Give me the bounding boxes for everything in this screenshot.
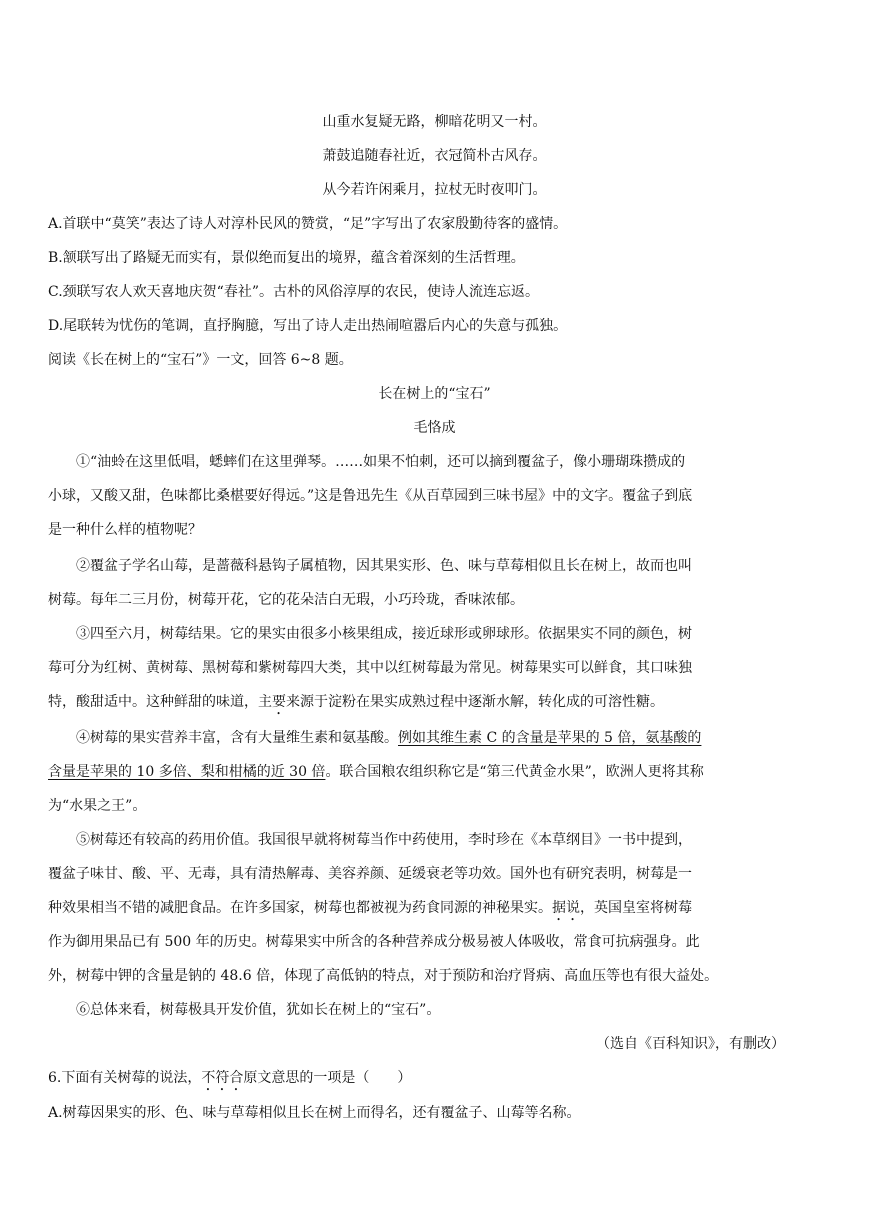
p3-line3-dotted: 要 bbox=[272, 694, 286, 710]
p5-line4: 作为御用果品已有 500 年的历史。树莓果实中所含的各种营养成分极易被人体吸收，常食可抗病强身。此 bbox=[48, 934, 700, 950]
p4-line2-underlined: 含量是苹果的 10 多倍、梨和柑橘的近 30 倍 bbox=[48, 764, 326, 780]
poem-line-3: 从今若许闲乘月，拉杖无时夜叩门。 bbox=[322, 182, 547, 198]
q6-stem-pre: 6.下面有关树莓的说法， bbox=[48, 1070, 202, 1086]
option-d-q5: D.尾联转为忧伤的笔调，直抒胸臆，写出了诗人走出热闹喧嚣后内心的失意与孤独。 bbox=[48, 318, 568, 334]
p1-line1: ①“油蛉在这里低唱，蟋蟀们在这里弹琴。……如果不怕刺，还可以摘到覆盆子，像小珊瑚珠攒成的 bbox=[76, 454, 686, 470]
article-title: 长在树上的“宝石” bbox=[378, 386, 491, 402]
p5-line3 bbox=[48, 899, 692, 924]
p5-line2: 覆盆子味甘、酸、平、无毒，具有清热解毒、美容养颜、延缓衰老等功效。国外也有研究表明，树莓是一 bbox=[48, 866, 692, 882]
p4-line1 bbox=[76, 729, 701, 747]
p4-line2 bbox=[48, 763, 704, 781]
option-b-q5: B.颔联写出了路疑无而实有，景似绝而复出的境界，蕴含着深刻的生活哲理。 bbox=[48, 250, 525, 266]
p1-line3: 是一种什么样的植物呢？ bbox=[48, 522, 202, 538]
q6-stem-post: 原文意思的一项是（ ） bbox=[243, 1070, 412, 1086]
p2-line2: 树莓。每年二三月份，树莓开花，它的花朵洁白无瑕，小巧玲珑，香味浓郁。 bbox=[48, 592, 524, 608]
p4-line1-underlined: 例如其维生素 C 的含量是苹果的 5 倍，氨基酸的 bbox=[398, 730, 702, 746]
p4-line1-pre: ④树莓的果实营养丰富，含有大量维生素和氨基酸。 bbox=[76, 730, 398, 746]
reading-intro: 阅读《长在树上的“宝石”》一文，回答 6~8 题。 bbox=[48, 352, 353, 368]
question-6-stem bbox=[48, 1069, 411, 1094]
p4-line3: 为“水果之王”。 bbox=[48, 798, 147, 814]
p5-line3-dotted: 据说 bbox=[552, 900, 580, 916]
p3-line3-post: 来源于淀粉在果实成熟过程中逐渐水解，转化成的可溶性糖。 bbox=[286, 694, 664, 710]
option-a-q5: A.首联中“莫笑”表达了诗人对淳朴民风的赞赏，“足”字写出了农家殷勤待客的盛情。 bbox=[48, 216, 568, 232]
p2-line1: ②覆盆子学名山莓，是蔷薇科悬钩子属植物，因其果实形、色、味与草莓相似且长在树上，故而也叫 bbox=[76, 558, 692, 574]
article-source: （选自《百科知识》，有删改） bbox=[596, 1036, 785, 1052]
q6-stem-dotted: 不符合 bbox=[201, 1070, 244, 1086]
article-author: 毛恪成 bbox=[413, 420, 456, 436]
poem-line-1: 山重水复疑无路，柳暗花明又一村。 bbox=[322, 114, 547, 130]
question-6-option-a: A.树莓因果实的形、色、味与草莓相似且长在树上而得名，还有覆盆子、山莓等名称。 bbox=[48, 1105, 581, 1121]
p5-line3-post: ，英国皇室将树莓 bbox=[580, 900, 692, 916]
p3-line1: ③四至六月，树莓结果。它的果实由很多小核果组成，接近球形或卵球形。依据果实不同的颜色，树 bbox=[76, 626, 692, 642]
p5-line5: 外，树莓中钾的含量是钠的 48.6 倍，体现了高低钠的特点，对于预防和治疗肾病、高血压等也有很大益处。 bbox=[48, 968, 719, 984]
poem-line-2: 萧鼓追随春社近，衣冠简朴古风存。 bbox=[322, 148, 547, 164]
p5-line1: ⑤树莓还有较高的药用价值。我国很早就将树莓当作中药使用，李时珍在《本草纲目》一书中提到， bbox=[76, 832, 692, 848]
p6-line1: ⑥总体来看，树莓极具开发价值，犹如长在树上的“宝石”。 bbox=[76, 1002, 441, 1018]
p4-line2-post: 。联合国粮农组织称它是“第三代黄金水果”，欧洲人更将其称 bbox=[325, 764, 704, 780]
option-c-q5: C.颈联写农人欢天喜地庆贺“春社”。古朴的风俗淳厚的农民，使诗人流连忘返。 bbox=[48, 284, 539, 300]
p3-line2: 莓可分为红树、黄树莓、黑树莓和紫树莓四大类，其中以红树莓最为常见。树莓果实可以鲜食，其口味独 bbox=[48, 660, 692, 676]
p3-line3-pre: 特，酸甜适中。这种鲜甜的味道，主 bbox=[48, 694, 272, 710]
p5-line3-pre: 种效果相当不错的减肥食品。在许多国家，树莓也都被视为药食同源的神秘果实。 bbox=[48, 900, 552, 916]
p1-line2: 小球，又酸又甜，色味都比桑椹要好得远。”这是鲁迅先生《从百草园到三味书屋》中的文字。覆盆子到底 bbox=[48, 488, 693, 504]
p3-line3 bbox=[48, 693, 664, 718]
